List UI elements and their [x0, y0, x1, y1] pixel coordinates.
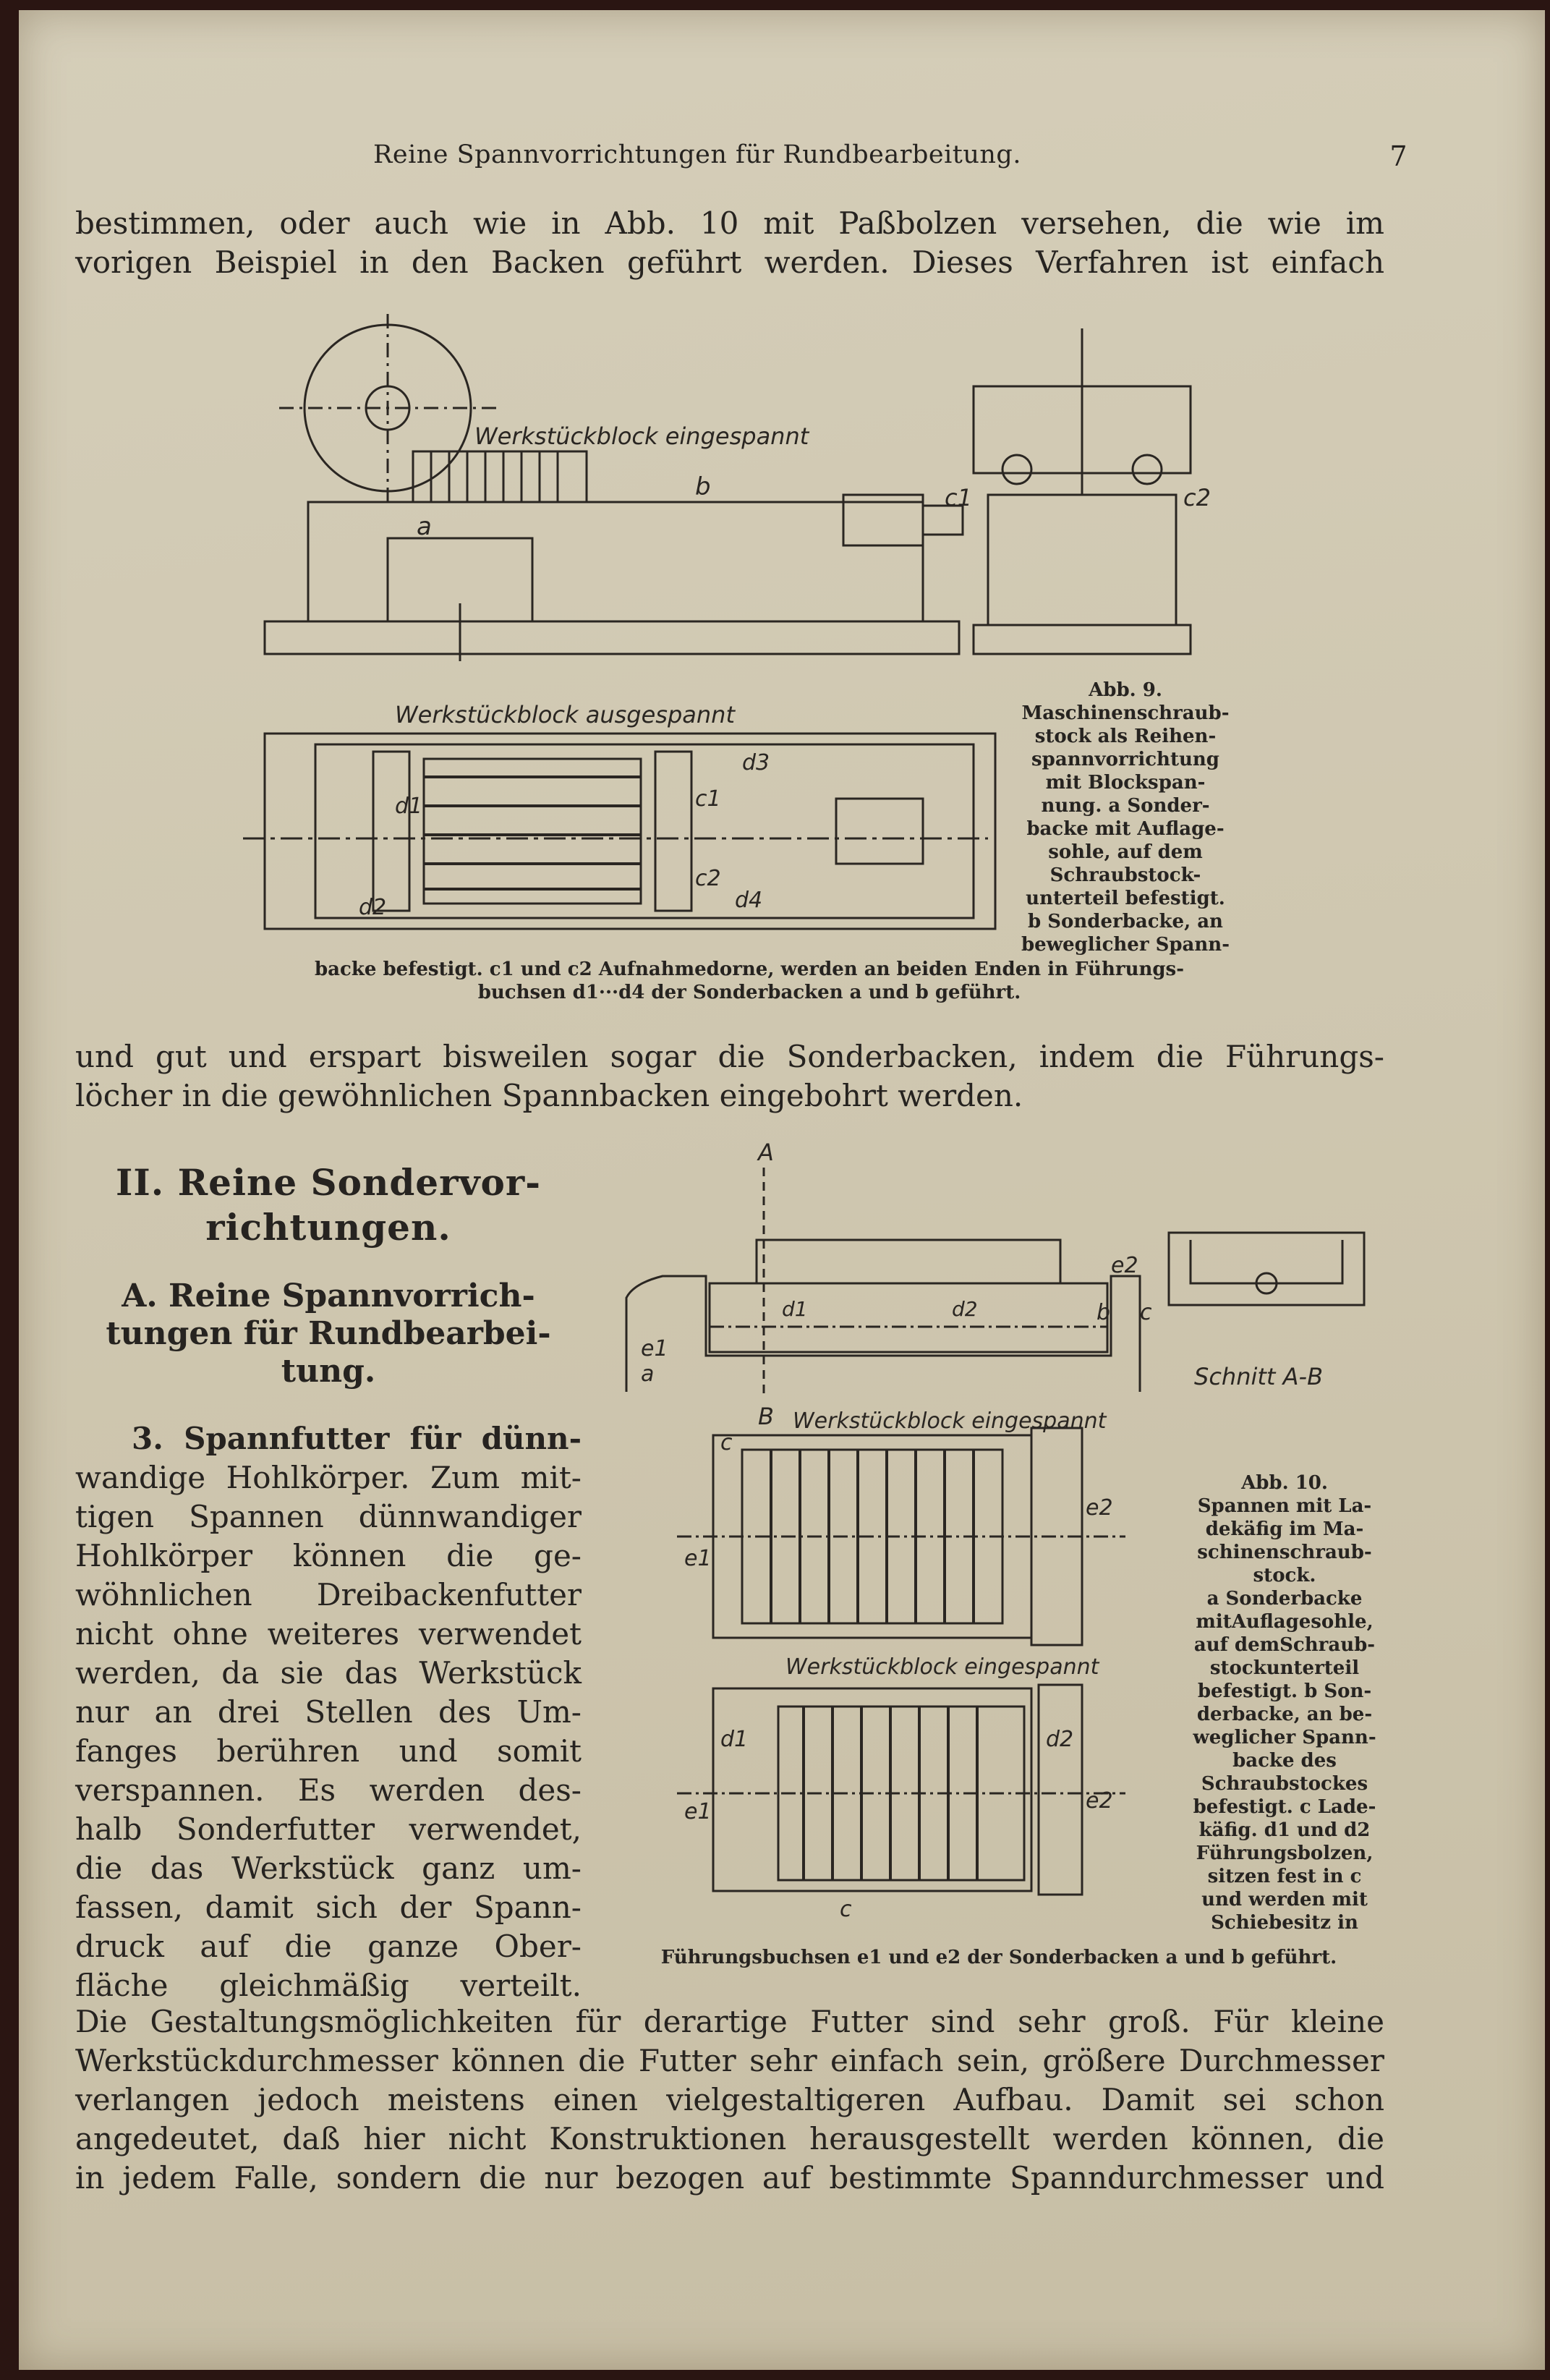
figure-9-side-caption: [1002, 679, 1248, 956]
label-e1-top: e1: [641, 1336, 668, 1361]
caption-line: backe des: [1232, 1750, 1337, 1772]
caption-line: befestigt. b Son-: [1197, 1680, 1372, 1702]
label-d2-bottom: d2: [1046, 1727, 1074, 1752]
column-line: nur an drei Stellen des Um-: [75, 1694, 582, 1730]
label-d2: d2: [359, 895, 387, 920]
caption-line: weglicher Spann-: [1193, 1727, 1376, 1748]
label-e1-bottom: e1: [684, 1799, 712, 1824]
paragraph-after-figure-9: [75, 1037, 1384, 1115]
label-workpiece-released: Werkstückblock ausgespannt: [395, 701, 735, 728]
caption-line: spannvorrichtung: [1031, 749, 1219, 770]
caption-line: a Sonderbacke: [1206, 1588, 1363, 1610]
label-e2-top: e2: [1111, 1253, 1138, 1278]
caption-line: mit Blockspan-: [1045, 772, 1206, 794]
subsection-heading: [75, 1278, 582, 1390]
figure-10-bottom-caption: [605, 1946, 1393, 1969]
caption-line: auf demSchraub-: [1193, 1634, 1376, 1656]
label-A: A: [758, 1139, 774, 1166]
caption-line: dekäfig im Ma-: [1205, 1518, 1364, 1540]
vise-section-outline: [626, 1276, 1140, 1392]
intro-line: vorigen Beispiel in den Backen geführt werden. Dieses Verfahren ist einfach: [75, 245, 1384, 280]
page-number: 7: [1389, 140, 1408, 172]
caption-line: Führungsbolzen,: [1196, 1843, 1374, 1864]
label-a: a: [417, 512, 432, 541]
caption-line: und werden mit: [1201, 1889, 1368, 1911]
caption-line: nung. a Sonder-: [1041, 795, 1210, 817]
column-line: die das Werkstück ganz um-: [75, 1850, 582, 1886]
text-line: löcher in die gewöhnlichen Spannbacken eingebohrt werden.: [75, 1078, 1023, 1113]
caption-line: Schraubstock-: [1049, 864, 1201, 886]
label-d1-bottom: d1: [720, 1727, 749, 1752]
column-line: nicht ohne weiteres verwendet: [75, 1616, 582, 1652]
caption-line: backe befestigt. c1 und c2 Aufnahmedorne, werden an beiden Enden in Führungs-: [315, 959, 1184, 980]
column-line: fanges berühren und somit: [75, 1733, 582, 1769]
column-line: druck auf die ganze Ober-: [75, 1929, 582, 1964]
text-line: verlangen jedoch meistens einen vielgestaltigeren Aufbau. Damit sei schon: [75, 2082, 1384, 2117]
label-c-section: c: [1140, 1300, 1152, 1325]
label-d1: d1: [395, 794, 423, 819]
label-B: B: [758, 1403, 774, 1430]
section-heading-line: II. Reine Sondervor-: [116, 1161, 541, 1204]
label-c2-plan: c2: [695, 866, 721, 891]
caption-line: Schiebesitz in: [1211, 1912, 1358, 1934]
text-line: und gut und erspart bisweilen sogar die Sonderbacken, indem die Führungs-: [75, 1039, 1384, 1074]
cage-plan-lower: [713, 1688, 1031, 1891]
label-b: b: [695, 472, 711, 501]
label-d1-top: d1: [782, 1297, 808, 1321]
label-c2: c2: [1183, 484, 1211, 511]
workpiece-block-plan: [424, 759, 641, 904]
column-text: [75, 1419, 582, 2005]
caption-line: Führungsbuchsen e1 und e2 der Sonderbacken a und b geführt.: [660, 1947, 1337, 1968]
text-line: Werkstückdurchmesser können die Futter sehr einfach sein, größere Durchmesser: [75, 2043, 1384, 2078]
caption-line: Schraubstockes: [1201, 1773, 1368, 1795]
text-line: angedeutet, daß hier nicht Konstruktionen herausgestellt werden können, die: [75, 2121, 1384, 2156]
caption-line: befestigt. c Lade-: [1193, 1796, 1376, 1818]
label-d4: d4: [735, 888, 763, 913]
label-workpiece-clamped-top: Werkstückblock eingespannt: [793, 1408, 1107, 1434]
text-line: Die Gestaltungsmöglichkeiten für derartige Futter sind sehr groß. Für kleine: [75, 2004, 1384, 2039]
label-e2-mid: e2: [1086, 1495, 1113, 1521]
caption-line: Abb. 10.: [1241, 1472, 1328, 1494]
figure-10-side-caption: [1176, 1471, 1393, 1934]
caption-line: stockunterteil: [1209, 1657, 1360, 1679]
label-e2-bottom: e2: [1086, 1788, 1113, 1814]
label-workpiece-clamped-bottom: Werkstückblock eingespannt: [785, 1654, 1099, 1680]
final-paragraph: [75, 2002, 1384, 2198]
label-d3: d3: [742, 750, 770, 775]
label-d2-top: d2: [952, 1297, 978, 1321]
label-b-top: b: [1097, 1300, 1111, 1325]
column-line: wandige Hohlkörper. Zum mit-: [75, 1460, 582, 1495]
caption-line: stock.: [1253, 1565, 1316, 1586]
column-line: halb Sonderfutter verwendet,: [75, 1811, 582, 1847]
running-title: Reine Spannvorrichtungen für Rundbearbeitung.: [373, 140, 1021, 169]
label-c1-plan: c1: [695, 786, 721, 812]
section-label: Schnitt A-B: [1194, 1363, 1324, 1390]
column-line: werden, da sie das Werkstück: [75, 1655, 582, 1691]
label-c-bottom: c: [840, 1897, 852, 1922]
book-page: [19, 10, 1545, 2370]
column-line: wöhnlichen Dreibackenfutter: [75, 1577, 582, 1612]
workpiece-block-section: [757, 1240, 1060, 1283]
column-line: fläche gleichmäßig verteilt.: [75, 1968, 582, 2003]
caption-line: b Sonderbacke, an: [1028, 911, 1223, 932]
column-line: fassen, damit sich der Spann-: [75, 1890, 582, 1925]
caption-line: Abb. 9.: [1089, 679, 1162, 701]
caption-line: stock als Reihen-: [1034, 726, 1217, 747]
caption-line: käfig. d1 und d2: [1198, 1819, 1371, 1841]
running-header: [373, 140, 1408, 172]
section-heading-line: richtungen.: [205, 1206, 451, 1249]
caption-line: derbacke, an be-: [1196, 1704, 1373, 1725]
column-line: tigen Spannen dünnwandiger: [75, 1499, 582, 1534]
caption-line: Spannen mit La-: [1197, 1495, 1372, 1517]
figure-9-bottom-caption: [250, 958, 1248, 1004]
caption-line: backe mit Auflage-: [1026, 818, 1225, 840]
label-e1-mid: e1: [684, 1546, 712, 1571]
section-heading: [75, 1160, 582, 1250]
caption-line: sitzen fest in c: [1207, 1866, 1362, 1887]
column-line: 3. Spannfutter für dünn-: [132, 1421, 582, 1456]
text-line: in jedem Falle, sondern die nur bezogen auf bestimmte Spanndurchmesser und: [75, 2160, 1384, 2196]
column-line: Hohlkörper können die ge-: [75, 1538, 582, 1573]
subsection-heading-line: tung.: [281, 1353, 376, 1390]
intro-line: bestimmen, oder auch wie in Abb. 10 mit Paßbolzen versehen, die wie im: [75, 205, 1384, 241]
caption-line: mitAuflagesohle,: [1196, 1611, 1374, 1633]
caption-line: buchsen d1···d4 der Sonderbacken a und b geführt.: [477, 982, 1021, 1003]
workpiece-block: [413, 451, 587, 502]
caption-line: unterteil befestigt.: [1026, 888, 1225, 909]
label-c-mid: c: [720, 1430, 733, 1455]
subsection-heading-line: A. Reine Spannvorrich-: [122, 1278, 535, 1314]
label-a-top: a: [641, 1361, 655, 1387]
label-c1: c1: [945, 484, 972, 511]
caption-line: beweglicher Spann-: [1021, 934, 1230, 956]
column-line: verspannen. Es werden des-: [75, 1772, 582, 1808]
caption-line: sohle, auf dem: [1048, 841, 1203, 863]
intro-paragraph: [75, 204, 1384, 282]
caption-line: Maschinenschraub-: [1021, 702, 1230, 724]
label-workpiece-clamped: Werkstückblock eingespannt: [474, 422, 809, 450]
subsection-heading-line: tungen für Rundbearbei-: [106, 1315, 551, 1352]
caption-line: schinenschraub-: [1197, 1542, 1372, 1563]
